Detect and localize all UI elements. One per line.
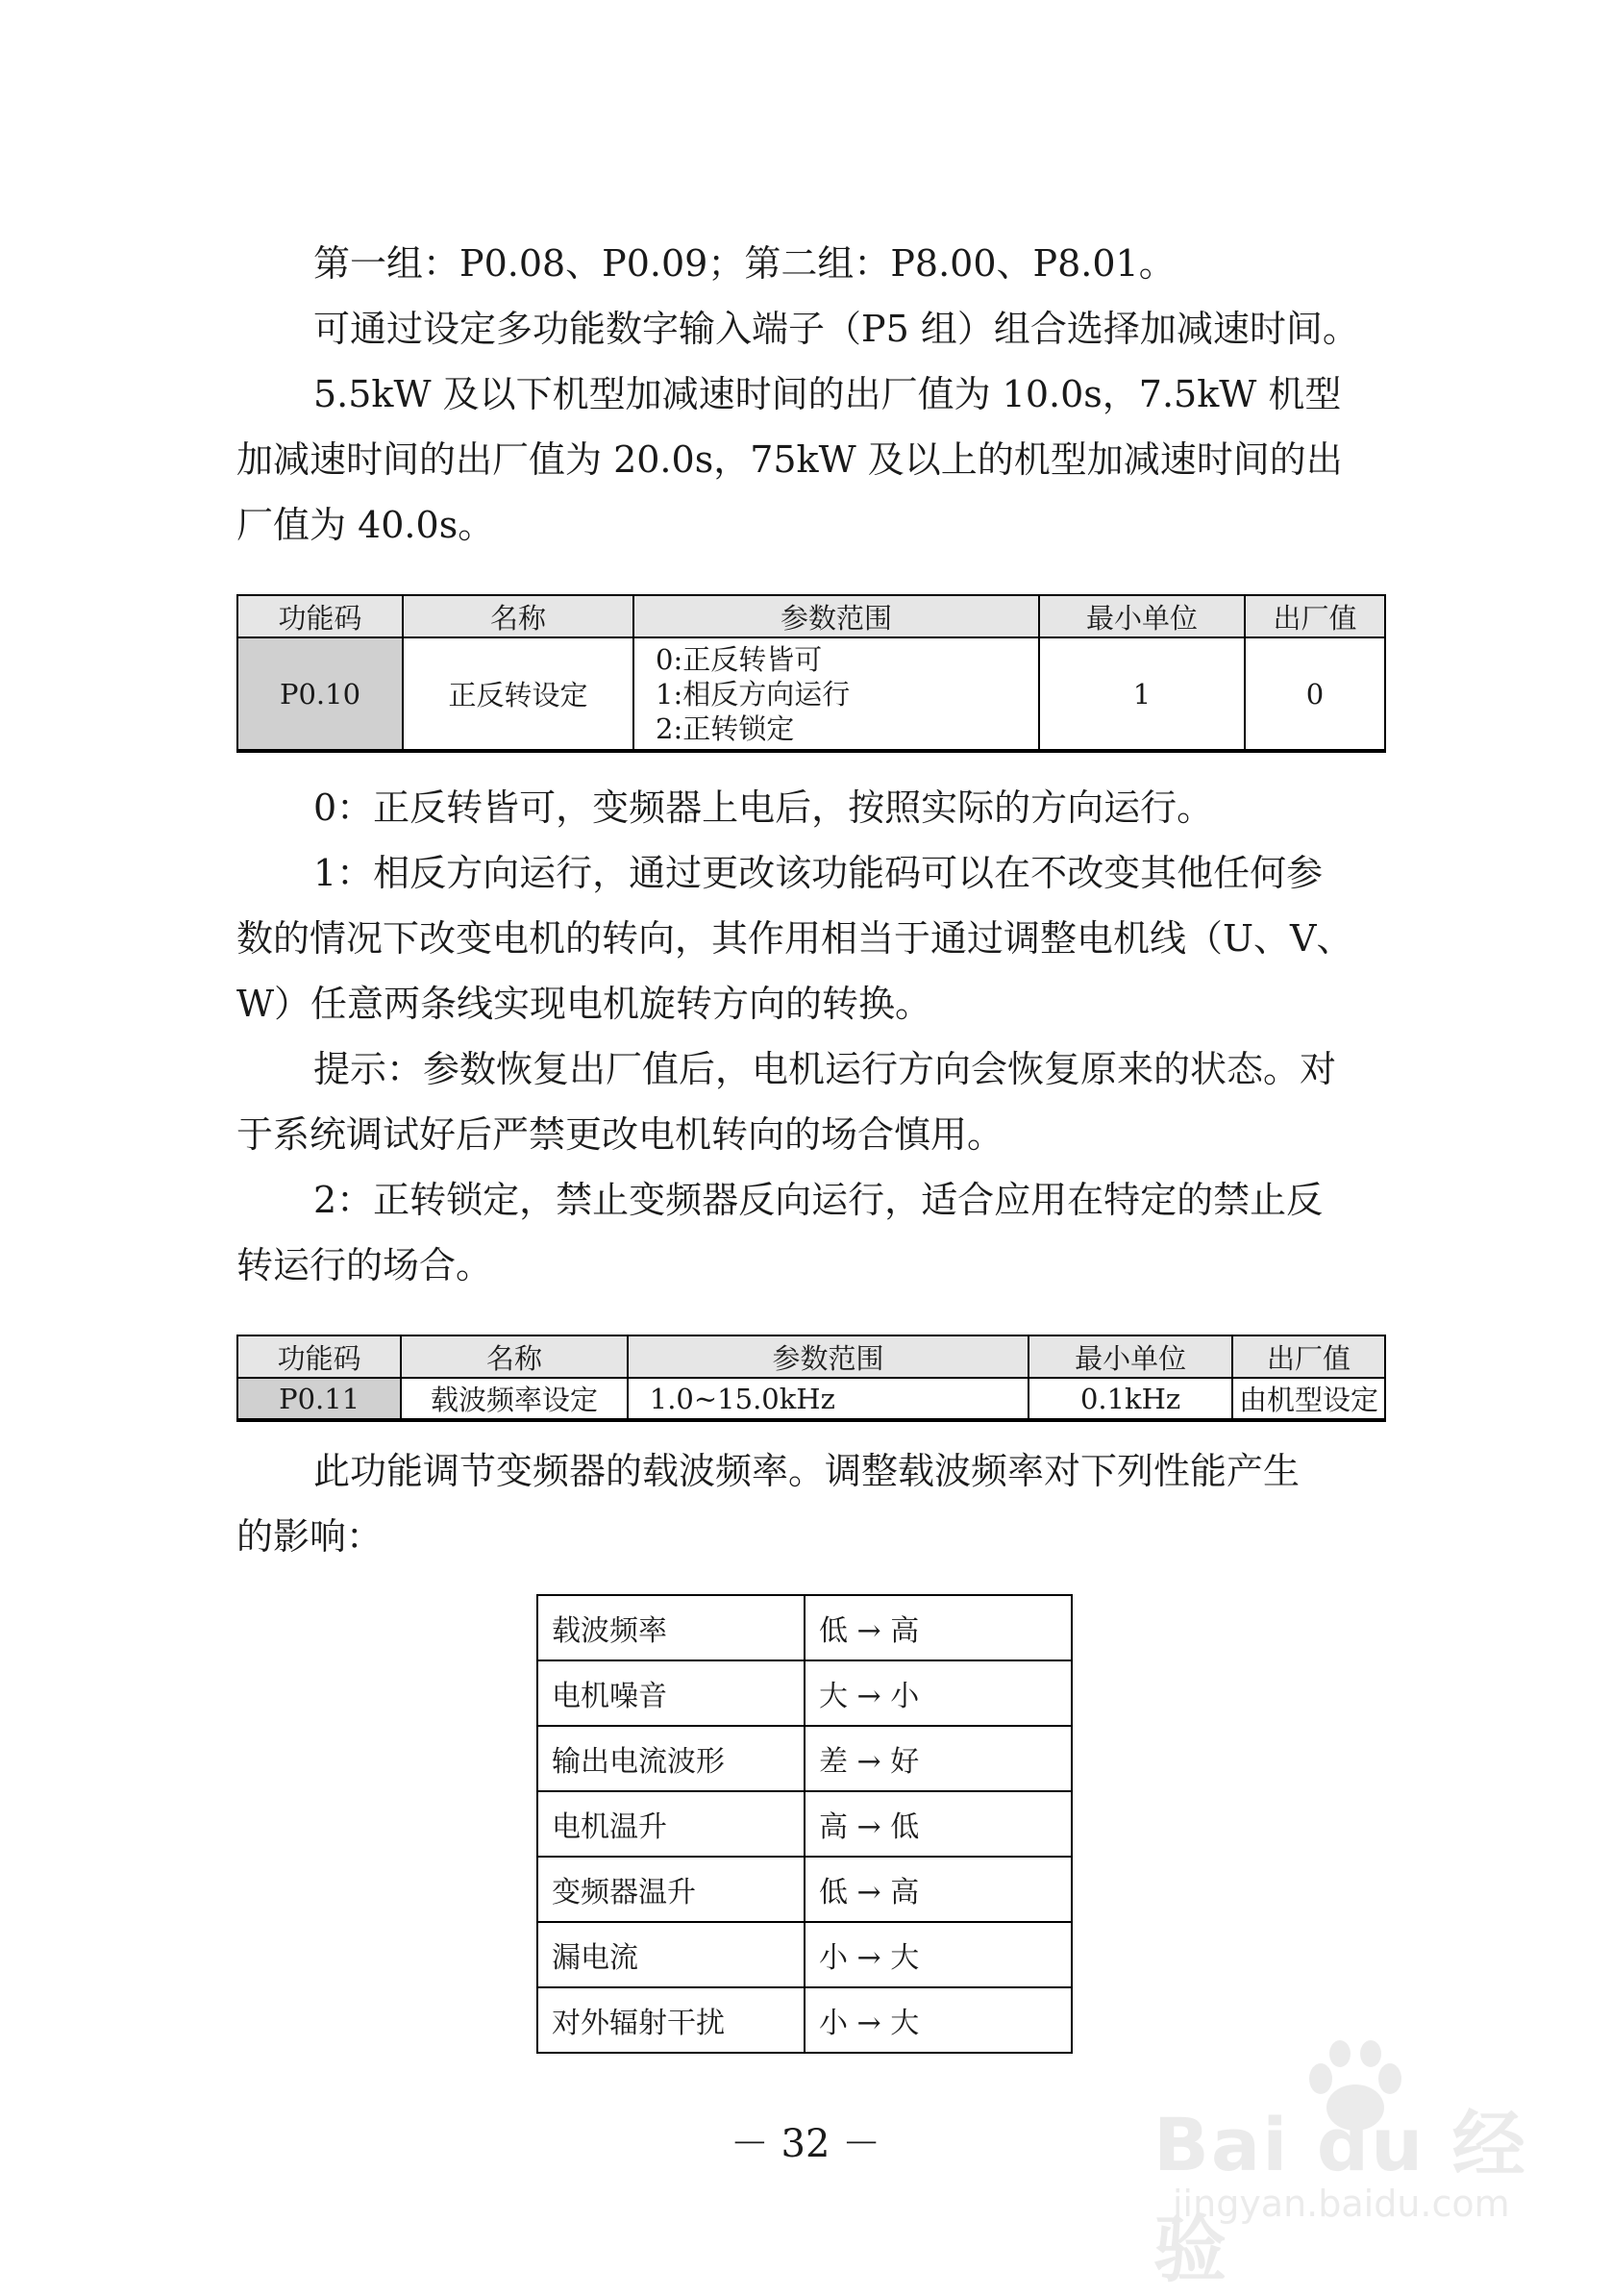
text-line: W）任意两条线实现电机旋转方向的转换。 xyxy=(236,983,932,1025)
param-range xyxy=(633,637,1039,751)
text-line: 加减速时间的出厂值为 20.0s，75kW 及以上的机型加减速时间的出 xyxy=(236,438,1343,481)
range-option: 1:相反方向运行 xyxy=(656,677,851,711)
param-code: P0.10 xyxy=(237,637,403,751)
text-line: 1：相反方向运行，通过更改该功能码可以在不改变其他任何参 xyxy=(313,852,1324,894)
text-line: 可通过设定多功能数字输入端子（P5 组）组合选择加减速时间。 xyxy=(313,308,1359,350)
table-header-row xyxy=(237,595,1385,637)
table-row xyxy=(537,1660,1072,1726)
page-number: － 32 － xyxy=(730,2122,881,2166)
param-name: 正反转设定 xyxy=(403,637,633,751)
param-range: 1.0~15.0kHz xyxy=(628,1378,1029,1420)
intro-paragraph xyxy=(236,231,1386,558)
header-default: 出厂值 xyxy=(1245,595,1385,637)
text-line: 数的情况下改变电机的转向，其作用相当于通过调整电机线（U、V、 xyxy=(236,917,1353,960)
text-line: 2：正转锁定，禁止变频器反向运行，适合应用在特定的禁止反 xyxy=(313,1179,1324,1221)
text-line: 0：正反转皆可，变频器上电后，按照实际的方向运行。 xyxy=(313,786,1214,829)
p010-table xyxy=(236,594,1386,753)
watermark-brand: Bai du 经验 xyxy=(1153,2102,1527,2292)
header-code: 功能码 xyxy=(237,1335,401,1378)
header-code: 功能码 xyxy=(237,595,403,637)
table-row xyxy=(537,1726,1072,1791)
effect-change: 小 → 大 xyxy=(805,1922,1072,1987)
effect-change: 低 → 高 xyxy=(805,1857,1072,1922)
p011-table xyxy=(236,1335,1386,1422)
table-row xyxy=(237,637,1385,751)
table-header-row xyxy=(237,1335,1385,1378)
table-row xyxy=(537,1791,1072,1857)
text-line: 厂值为 40.0s。 xyxy=(236,504,495,546)
effect-change: 高 → 低 xyxy=(805,1791,1072,1857)
table-row xyxy=(537,1922,1072,1987)
header-name: 名称 xyxy=(403,595,633,637)
param-min-unit: 1 xyxy=(1039,637,1245,751)
header-min-unit: 最小单位 xyxy=(1039,595,1245,637)
header-name: 名称 xyxy=(401,1335,627,1378)
param-min-unit: 0.1kHz xyxy=(1029,1378,1232,1420)
effect-item: 漏电流 xyxy=(537,1922,805,1987)
watermark-url: jingyan.baidu.com xyxy=(1173,2183,1510,2225)
param-code: P0.11 xyxy=(237,1378,401,1420)
table-row xyxy=(537,1987,1072,2053)
effect-change: 大 → 小 xyxy=(805,1660,1072,1726)
header-min-unit: 最小单位 xyxy=(1029,1335,1232,1378)
table-row xyxy=(237,1378,1385,1420)
text-line: 提示：参数恢复出厂值后，电机运行方向会恢复原来的状态。对 xyxy=(313,1048,1337,1090)
header-range: 参数范围 xyxy=(628,1335,1029,1378)
header-default: 出厂值 xyxy=(1232,1335,1385,1378)
range-option: 0:正反转皆可 xyxy=(656,642,823,676)
text-line: 第一组：P0.08、P0.09；第二组：P8.00、P8.01。 xyxy=(313,242,1176,285)
effect-item: 载波频率 xyxy=(537,1595,805,1660)
table-row xyxy=(537,1857,1072,1922)
effect-item: 变频器温升 xyxy=(537,1857,805,1922)
text-line: 5.5kW 及以下机型加减速时间的出厂值为 10.0s，7.5kW 机型 xyxy=(313,373,1342,415)
table-row xyxy=(537,1595,1072,1660)
text-line: 此功能调节变频器的载波频率。调整载波频率对下列性能产生 xyxy=(313,1450,1301,1492)
effect-change: 低 → 高 xyxy=(805,1595,1072,1660)
param-name: 载波频率设定 xyxy=(401,1378,627,1420)
effect-item: 电机温升 xyxy=(537,1791,805,1857)
baidu-watermark xyxy=(1134,2038,1557,2292)
range-option: 2:正转锁定 xyxy=(656,711,795,745)
effect-change: 小 → 大 xyxy=(805,1987,1072,2053)
effect-item: 输出电流波形 xyxy=(537,1726,805,1791)
text-line: 的影响： xyxy=(236,1515,384,1558)
text-line: 转运行的场合。 xyxy=(236,1244,493,1286)
param-default: 0 xyxy=(1245,637,1385,751)
header-range: 参数范围 xyxy=(633,595,1039,637)
p010-description xyxy=(236,775,1386,1298)
carrier-effects-table xyxy=(536,1594,1073,2054)
param-default: 由机型设定 xyxy=(1232,1378,1385,1420)
effect-item: 电机噪音 xyxy=(537,1660,805,1726)
effect-item: 对外辐射干扰 xyxy=(537,1987,805,2053)
p011-description xyxy=(236,1438,1386,1569)
text-line: 于系统调试好后严禁更改电机转向的场合慎用。 xyxy=(236,1113,1004,1156)
effect-change: 差 → 好 xyxy=(805,1726,1072,1791)
